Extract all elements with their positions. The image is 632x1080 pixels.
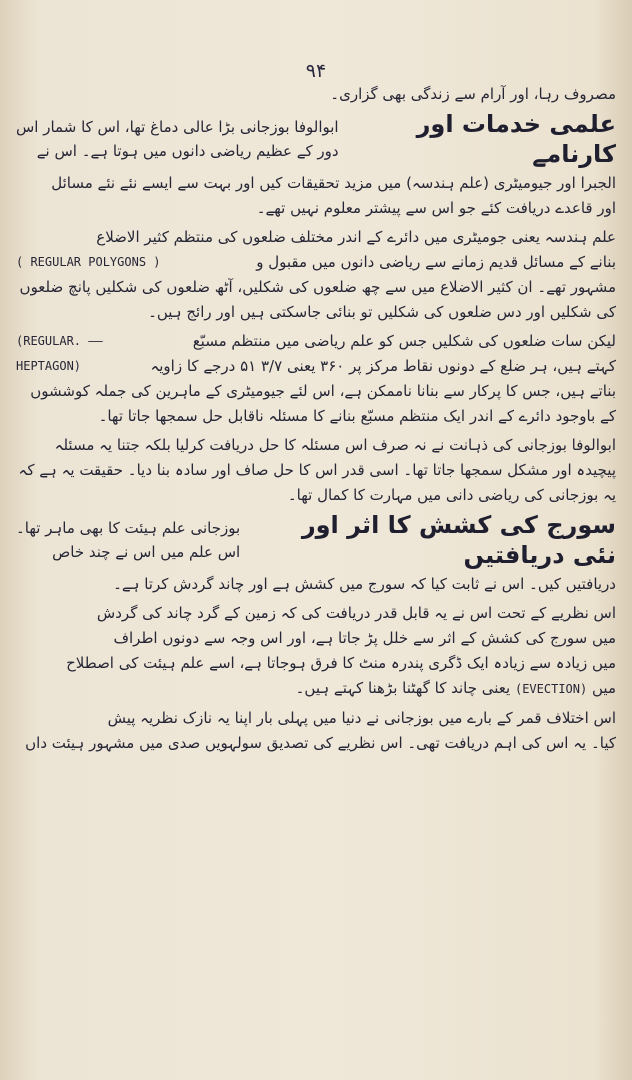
text-line: بناتے ہیں، جس کا پرکار سے بنانا ناممکن ہے، اس لئے جیومیٹری کے ماہرین کی جملہ کوششوں: [30, 382, 616, 400]
text-line: میں زیادہ سے زیادہ ایک ڈگری پندرہ منٹ کا فرق ہوجاتا ہے، اسے علم ہیئت کی اصطلاح: [66, 654, 616, 672]
text-line: ابوالوفا بوزجانی کی ذہانت نے نہ صرف اس مسئلہ کا حل دریافت کرلیا بلکہ جتنا یہ مسئلہ: [54, 436, 616, 454]
text-line: علم ہندسہ یعنی جومیٹری میں دائرے کے اندر مختلف ضلعوں کی منتظم کثیر الاضلاع: [96, 228, 616, 246]
section-heading-row: [16, 510, 616, 570]
urdu-segment: بنانے کے مسائل قدیم زمانے سے ریاضی دانوں میں مقبول و: [256, 253, 616, 271]
text-line: مصروف رہا، اور آرام سے زندگی بھی گزاری۔: [330, 85, 616, 103]
urdu-segment: لیکن سات ضلعوں کی شکلیں جس کو علم ریاضی میں منتظم مسبّع: [192, 332, 616, 350]
english-term: HEPTAGON): [16, 359, 82, 373]
section-heading: علمی خدمات اور کارنامے: [416, 110, 616, 168]
text-line: کے باوجود دائرے کے اندر ایک منتظم مسبّع بنانے کا مسئلہ ناقابل حل سمجھا جاتا تھا۔: [98, 407, 616, 425]
page-text: [16, 82, 616, 756]
english-term: ( REGULAR POLYGONS ): [16, 255, 161, 269]
section-heading-row: [16, 109, 616, 169]
text-line: اس علم میں اس نے چند خاص: [52, 543, 241, 561]
text-line: اس اختلاف قمر کے بارے میں بوزجانی نے دنیا میں پہلی بار اپنا یہ نازک نظریہ پیش: [107, 709, 616, 727]
text-line: کی شکلیں اور دس ضلعوں کی شکلیں تو بنائی جاسکتی ہیں اور رائج ہیں۔: [148, 303, 616, 321]
text-line: دور کے عظیم ریاضی دانوں میں ہوتا ہے۔ اس نے: [36, 142, 339, 160]
text-line: الجبرا اور جیومیٹری (علم ہندسہ) میں مزید تحقیقات کیں اور بہت سے ایسے نئے نئے مسائل: [51, 174, 616, 192]
english-term: (EVECTION): [514, 682, 588, 696]
text-line: ابوالوفا بوزجانی بڑا عالی دماغ تھا، اس کا شمار اس: [16, 118, 339, 136]
text-line: کیا۔ یہ اس کی اہم دریافت تھی۔ اس نظریے کی تصدیق سولہویں صدی میں مشہور ہیئت داں: [25, 734, 616, 752]
text-line: [16, 354, 616, 379]
text-line: اور قاعدے دریافت کئے جو اس سے پیشتر معلوم نہیں تھے۔: [256, 199, 616, 217]
text-line: دریافتیں کیں۔ اس نے ثابت کیا کہ سورج میں کشش ہے اور چاند گردش کرتا ہے۔: [113, 575, 616, 593]
urdu-segment: یعنی چاند کا گھٹنا بڑھنا کہتے ہیں۔: [295, 679, 511, 697]
text-line: [16, 676, 616, 702]
text-line: بوزجانی علم ہیئت کا بھی ماہر تھا۔: [16, 519, 241, 537]
page-number: ۹۴: [305, 60, 327, 82]
section-heading: سورج کی کشش کا اثر اور نئی دریافتیں: [301, 511, 616, 569]
text-line: یہ بوزجانی کی ریاضی دانی میں مہارت کا کمال تھا۔: [287, 486, 616, 504]
text-line: [16, 250, 616, 275]
text-line: پیچیدہ اور مشکل سمجھا جاتا تھا۔ اسی قدر اس کا حل صاف اور سادہ بنا دیا۔ حقیقت یہ ہے کہ: [18, 461, 616, 479]
heading-side-text: [16, 516, 240, 564]
text-line: میں سورج کی کشش کے اثر سے خلل پڑ جاتا ہے، اور اس وجہ سے دونوں اطراف: [113, 629, 616, 647]
text-line: اس نظریے کے تحت اس نے یہ قابل قدر دریافت کی کہ زمین کے گرد چاند کی گردش: [96, 604, 616, 622]
text-line: [16, 329, 616, 354]
english-term: (REGULAR. ——: [16, 334, 103, 348]
text-line: مشہور تھے۔ ان کثیر الاضلاع میں سے چھ ضلعوں کی شکلیں، آٹھ ضلعوں کی شکلیں پانچ ضلعوں: [19, 278, 616, 296]
urdu-segment: میں: [592, 679, 616, 697]
heading-side-text: [16, 115, 339, 163]
urdu-segment: کہتے ہیں، ہر ضلع کے دونوں نقاط مرکز پر ۳۶۰ یعنی ۳/۷ ۵۱ درجے کا زاویہ: [150, 357, 616, 375]
